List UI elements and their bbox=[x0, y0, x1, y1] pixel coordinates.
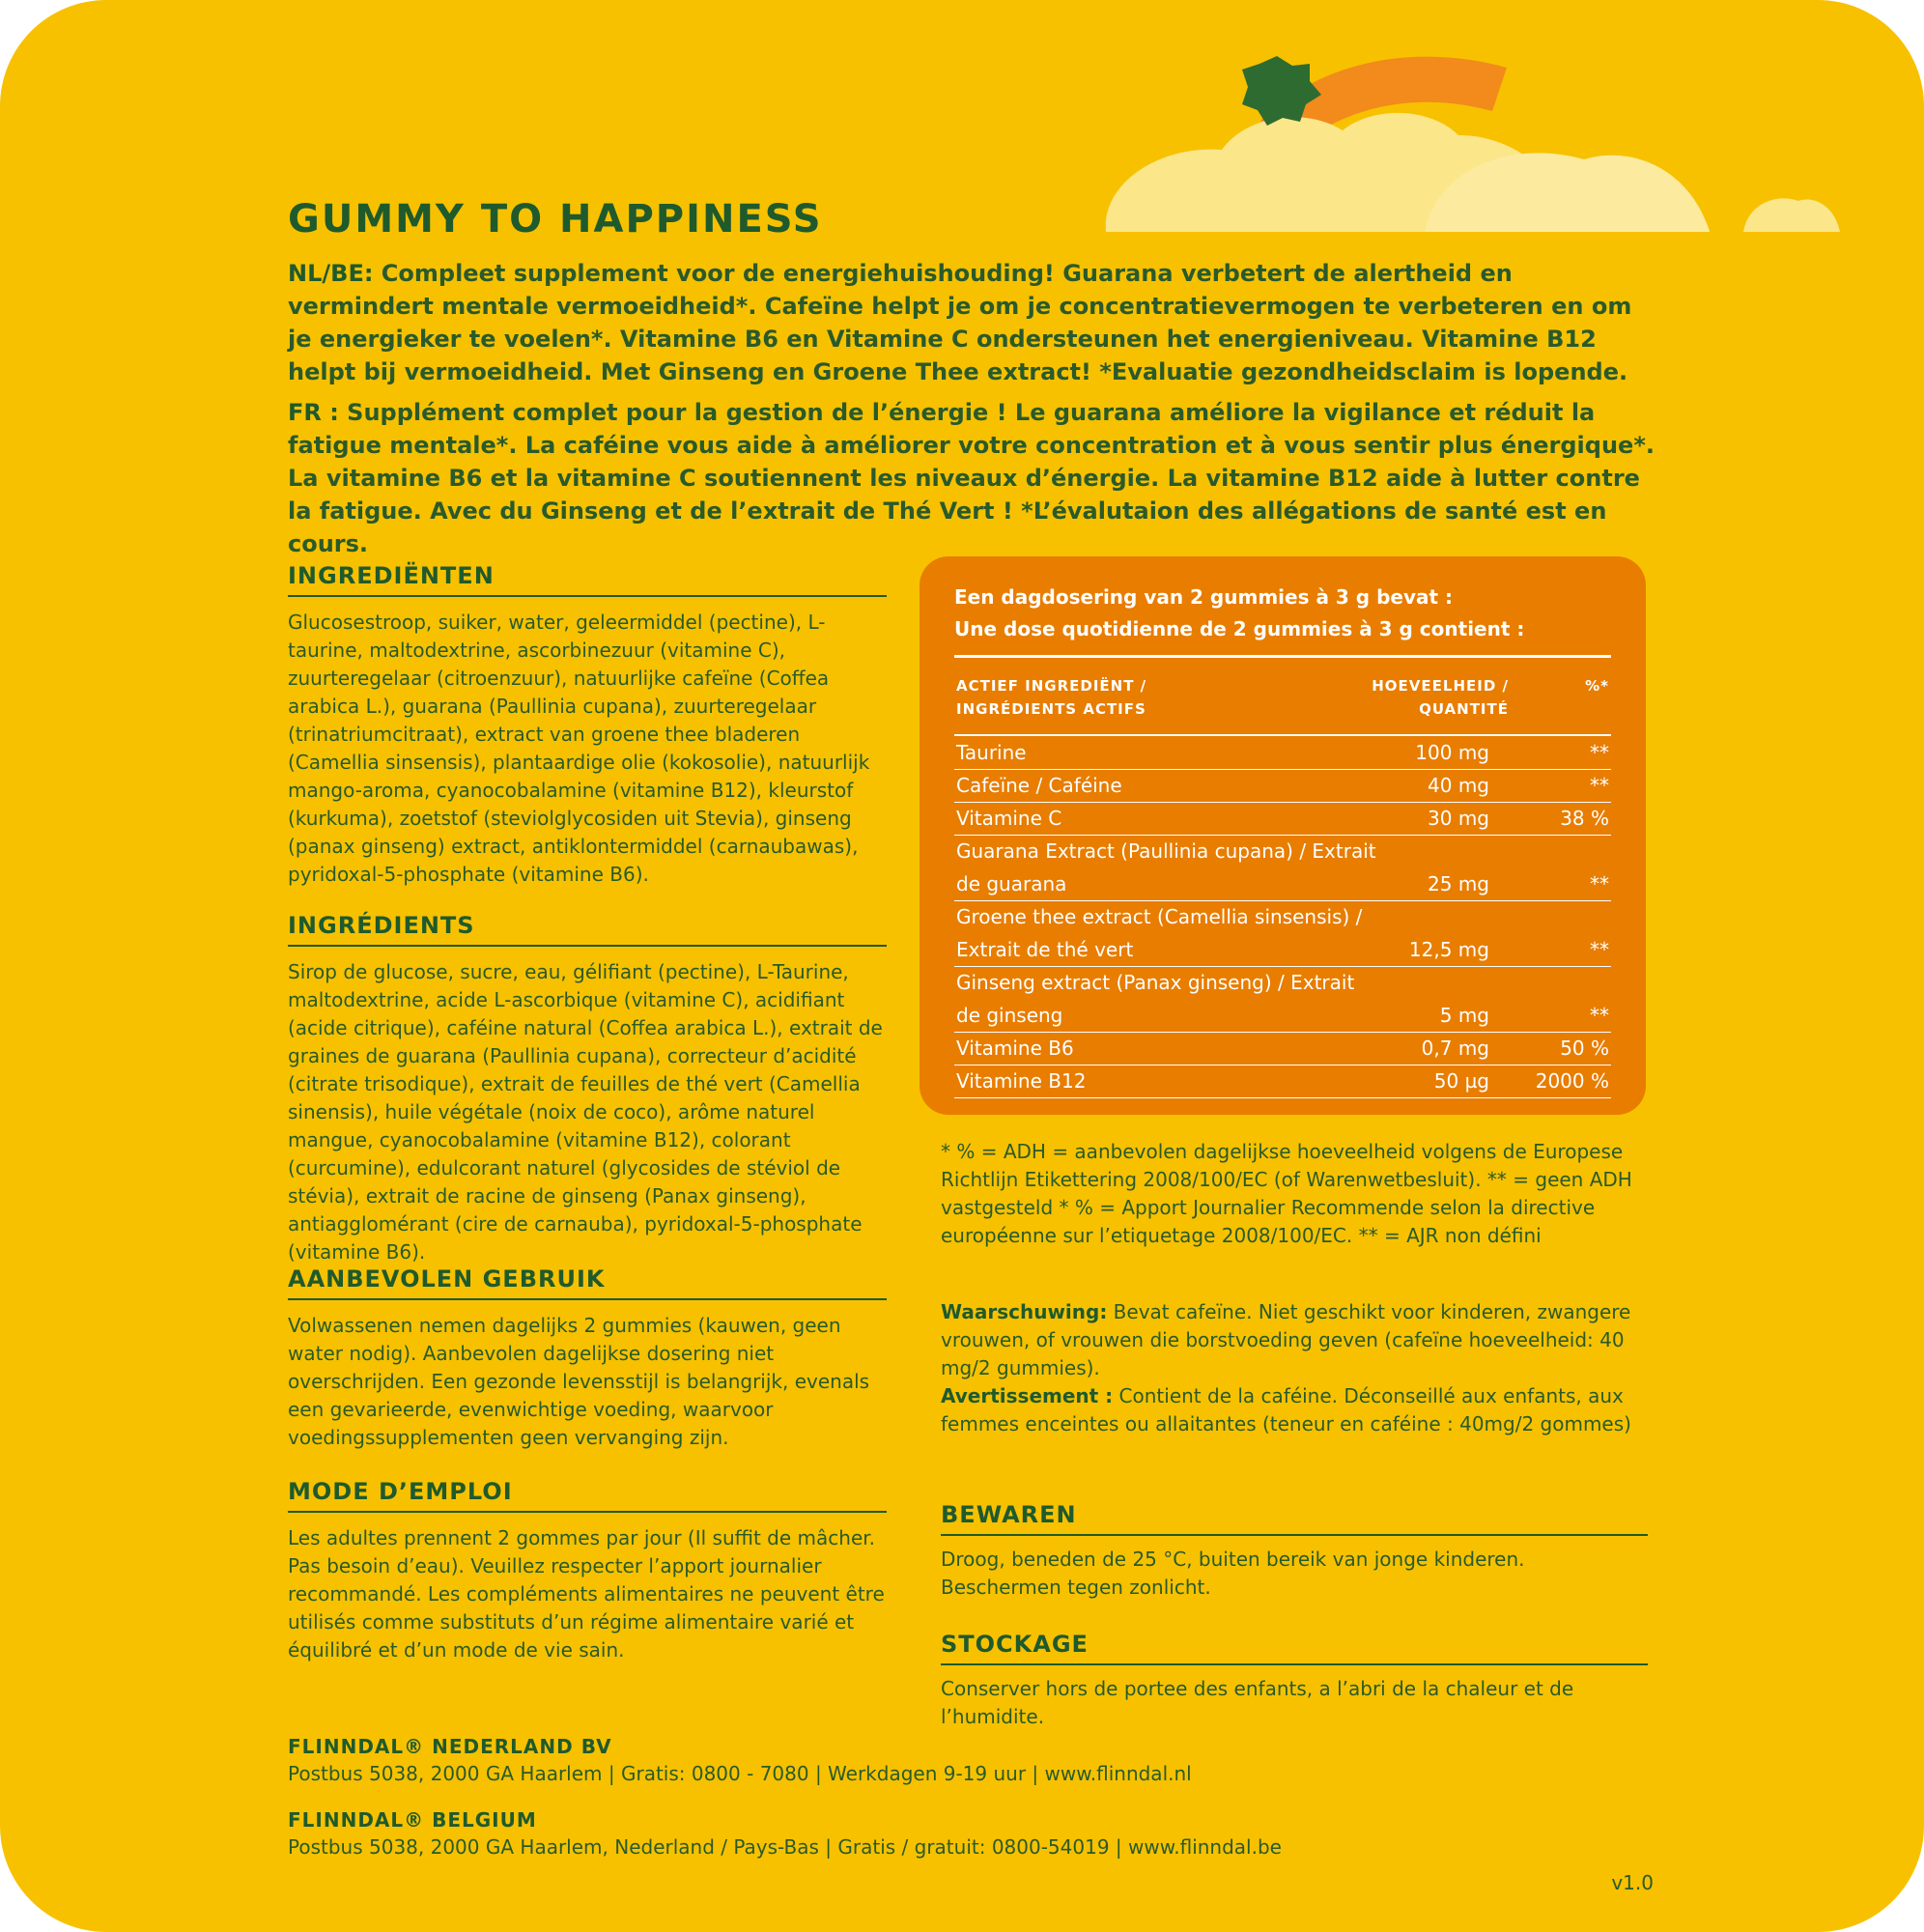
company-nl-address: Postbus 5038, 2000 GA Haarlem | Gratis: 0800 - 7080 | Werkdagen 9-19 uur | www.flinndal.nl bbox=[288, 1762, 1192, 1785]
ingredients-nl-text: Glucosestroop, suiker, water, geleermiddel (pectine), L-taurine, maltodextrine, ascorbinezuur (vitamine C), zuurteregelaar (citroenzuur), natuurlijke cafeïne (Coffea arabica L.), guarana (Paullinia cupana), zuurteregelaar (trinatriumcitraat), extract van groene thee bladeren (Camellia sinsensis), plantaardige olie (kokosolie), natuurlijk mango-aroma, cyanocobalamine (vitamine B12), kleurstof (kurkuma), zoetstof (steviolglycosiden uit Stevia), ginseng (panax ginseng) extract, antiklontermiddel (carnaubawas), pyridoxal-5-phosphate (vitamine B6). bbox=[288, 611, 870, 886]
intro-fr-lang: FR : bbox=[288, 399, 339, 426]
warning-fr-text: Contient de la caféine. Déconseillé aux enfants, aux femmes enceintes ou allaitantes (teneur en caféine : 40mg/2 gommes) bbox=[941, 1384, 1631, 1435]
nutrition-heading bbox=[954, 582, 1611, 645]
nutrition-top-rule bbox=[954, 655, 1611, 658]
usage-nl-title: AANBEVOLEN GEBRUIK bbox=[288, 1265, 887, 1300]
nutrition-row-percent: 2000 % bbox=[1535, 1069, 1609, 1093]
nutrition-table bbox=[920, 556, 1646, 1115]
nutrition-row bbox=[954, 835, 1611, 901]
storage-fr-title: STOCKAGE bbox=[941, 1631, 1648, 1665]
ingredients-nl-title: INGREDIËNTEN bbox=[288, 562, 887, 597]
nutrition-row-name: Vitamine B6 bbox=[956, 1037, 1074, 1060]
warning-nl-label: Waarschuwing: bbox=[941, 1300, 1108, 1323]
nutrition-row bbox=[954, 802, 1611, 836]
nutrition-row-name: Groene thee extract (Camellia sinsensis) / Extrait de thé vert bbox=[956, 905, 1363, 961]
nutrition-row-amount: 12,5 mg bbox=[1408, 938, 1489, 961]
company-nl-name: FLINNDAL® NEDERLAND BV bbox=[288, 1735, 612, 1758]
nutrition-heading-fr: Une dose quotidienne de 2 gummies à 3 g contient : bbox=[954, 617, 1525, 640]
ingredients-fr-text: Sirop de glucose, sucre, eau, gélifiant (pectine), L-Taurine, maltodextrine, acide L-ascorbique (vitamine C), acidifiant (acide citrique), caféine natural (Coffea arabica L.), extrait de graines de guarana (Paullinia cupana), correcteur d’acidité (citrate trisodique), extrait de feuilles de thé vert (Camellia sinensis), huile végétale (noix de coco), arôme naturel mangue, cyanocobalamine (vitamine B12), colorant (curcumine), edulcorant naturel (glycosides de stéviol de stévia), extrait de racine de ginseng (Panax ginseng), antiagglomérant (cire de carnauba), pyridoxal-5-phosphate (vitamine B6). bbox=[288, 960, 883, 1264]
nutrition-row-percent: 50 % bbox=[1560, 1037, 1609, 1060]
warning-nl-text: Bevat cafeïne. Niet geschikt voor kinderen, zwangere vrouwen, of vrouwen die borstvoeding geven (cafeïne hoeveelheid: 40 mg/2 gummies). bbox=[941, 1300, 1631, 1379]
col-header-ingredient: ACTIEF INGREDIËNT / INGRÉDIENTS ACTIFS bbox=[956, 677, 1147, 718]
usage-fr-title: MODE D’EMPLOI bbox=[288, 1478, 887, 1513]
version-label: v1.0 bbox=[1611, 1871, 1654, 1894]
storage-fr-text: Conserver hors de portee des enfants, a l’abri de la chaleur et de l’humidite. bbox=[941, 1677, 1574, 1728]
col-header-percent: %* bbox=[1585, 677, 1609, 695]
col-header-amount: HOEVEELHEID / QUANTITÉ bbox=[1372, 677, 1509, 718]
nutrition-row-amount: 30 mg bbox=[1428, 807, 1489, 830]
nutrition-row-name: Ginseng extract (Panax ginseng) / Extrait de ginseng bbox=[956, 971, 1355, 1027]
nutrition-row bbox=[954, 966, 1611, 1033]
company-be-address: Postbus 5038, 2000 GA Haarlem, Nederland / Pays-Bas | Gratis / gratuit: 0800-54019 | www.flinndal.be bbox=[288, 1835, 1282, 1859]
nutrition-row bbox=[954, 900, 1611, 967]
nutrition-row-name: Cafeïne / Caféine bbox=[956, 774, 1122, 797]
nutrition-row-percent: ** bbox=[1590, 741, 1609, 764]
nutrition-row bbox=[954, 1032, 1611, 1065]
intro-nl-lang: NL/BE: bbox=[288, 260, 374, 287]
nutrition-row-amount: 50 µg bbox=[1433, 1069, 1489, 1093]
nutrition-row-percent: ** bbox=[1590, 872, 1609, 895]
company-be-name: FLINNDAL® BELGIUM bbox=[288, 1808, 537, 1832]
nutrition-row-percent: ** bbox=[1590, 774, 1609, 797]
nutrition-row-percent: ** bbox=[1590, 938, 1609, 961]
nutrition-row-percent: 38 % bbox=[1560, 807, 1609, 830]
nutrition-row-amount: 40 mg bbox=[1428, 774, 1489, 797]
footnotes: * % = ADH = aanbevolen dagelijkse hoeveelheid volgens de Europese Richtlijn Etikettering 2008/100/EC (of Warenwetbesluit). ** = geen ADH vastgesteld * % = Apport Journalier Recommende selon la directive européenne sur l’etiquetage 2008/100/EC. ** = AJR non défini bbox=[941, 1140, 1632, 1247]
ingredients-fr-title: INGRÉDIENTS bbox=[288, 912, 887, 947]
storage-nl-text: Droog, beneden de 25 °C, buiten bereik van jonge kinderen. Beschermen tegen zonlicht. bbox=[941, 1548, 1525, 1599]
nutrition-row-name: Vitamine C bbox=[956, 807, 1062, 830]
intro-nl-text: Compleet supplement voor de energiehuishouding! Guarana verbetert de alertheid en vermindert mentale vermoeidheid*. Cafeïne helpt je om je concentratievermogen te verbeteren en om je energieker te voelen*. Vitamine B6 en Vitamine C ondersteunen het energieniveau. Vitamine B12 helpt bij vermoeidheid. Met Ginseng en Groene Thee extract! *Evaluatie gezondheidsclaim is lopende. bbox=[288, 260, 1632, 385]
clouds bbox=[1106, 113, 1840, 232]
nutrition-row bbox=[954, 769, 1611, 803]
nutrition-heading-nl: Een dagdosering van 2 gummies à 3 g bevat : bbox=[954, 585, 1454, 609]
usage-nl-text: Volwassenen nemen dagelijks 2 gummies (kauwen, geen water nodig). Aanbevolen dagelijkse dosering niet overschrijden. Een gezonde levensstijl is belangrijk, evenals een gevarieerde, evenwichtige voeding, waarvoor voedingssupplementen geen vervanging zijn. bbox=[288, 1314, 870, 1449]
intro-fr-text: Supplément complet pour la gestion de l’énergie ! Le guarana améliore la vigilance et réduit la fatigue mentale*. La caféine vous aide à améliorer votre concentration et à vous sentir plus énergique*. La vitamine B6 et la vitamine C soutiennent les niveaux d’énergie. La vitamine B12 aide à lutter contre la fatigue. Avec du Ginseng et de l’extrait de Thé Vert ! *L’évalutaion des allégations de santé est en cours. bbox=[288, 399, 1655, 557]
warning-nl bbox=[941, 1298, 1648, 1382]
usage-fr-text: Les adultes prennent 2 gommes par jour (Il suffit de mâcher. Pas besoin d’eau). Veuillez respecter l’apport journalier recommandé. Les compléments alimentaires ne peuvent être utilisés comme substituts d’un régime alimentaire varié et équilibré et d’un mode de vie sain. bbox=[288, 1526, 885, 1662]
nutrition-row-name: Vitamine B12 bbox=[956, 1069, 1087, 1093]
nutrition-row-amount: 5 mg bbox=[1439, 1004, 1489, 1027]
intro-fr bbox=[288, 396, 1659, 560]
warning-fr bbox=[941, 1382, 1648, 1438]
warning-fr-label: Avertissement : bbox=[941, 1384, 1114, 1407]
nutrition-row-amount: 25 mg bbox=[1428, 872, 1489, 895]
nutrition-row bbox=[954, 1065, 1611, 1098]
nutrition-row-amount: 100 mg bbox=[1415, 741, 1489, 764]
nutrition-row bbox=[954, 736, 1611, 770]
storage-nl-title: BEWAREN bbox=[941, 1501, 1648, 1536]
intro-nl bbox=[288, 257, 1659, 388]
nutrition-row-name: Taurine bbox=[956, 741, 1027, 764]
nutrition-row-amount: 0,7 mg bbox=[1421, 1037, 1489, 1060]
page-title: GUMMY TO HAPPINESS bbox=[288, 197, 823, 242]
nutrition-row-name: Guarana Extract (Paullinia cupana) / Extrait de guarana bbox=[956, 839, 1376, 895]
nutrition-row-percent: ** bbox=[1590, 1004, 1609, 1027]
